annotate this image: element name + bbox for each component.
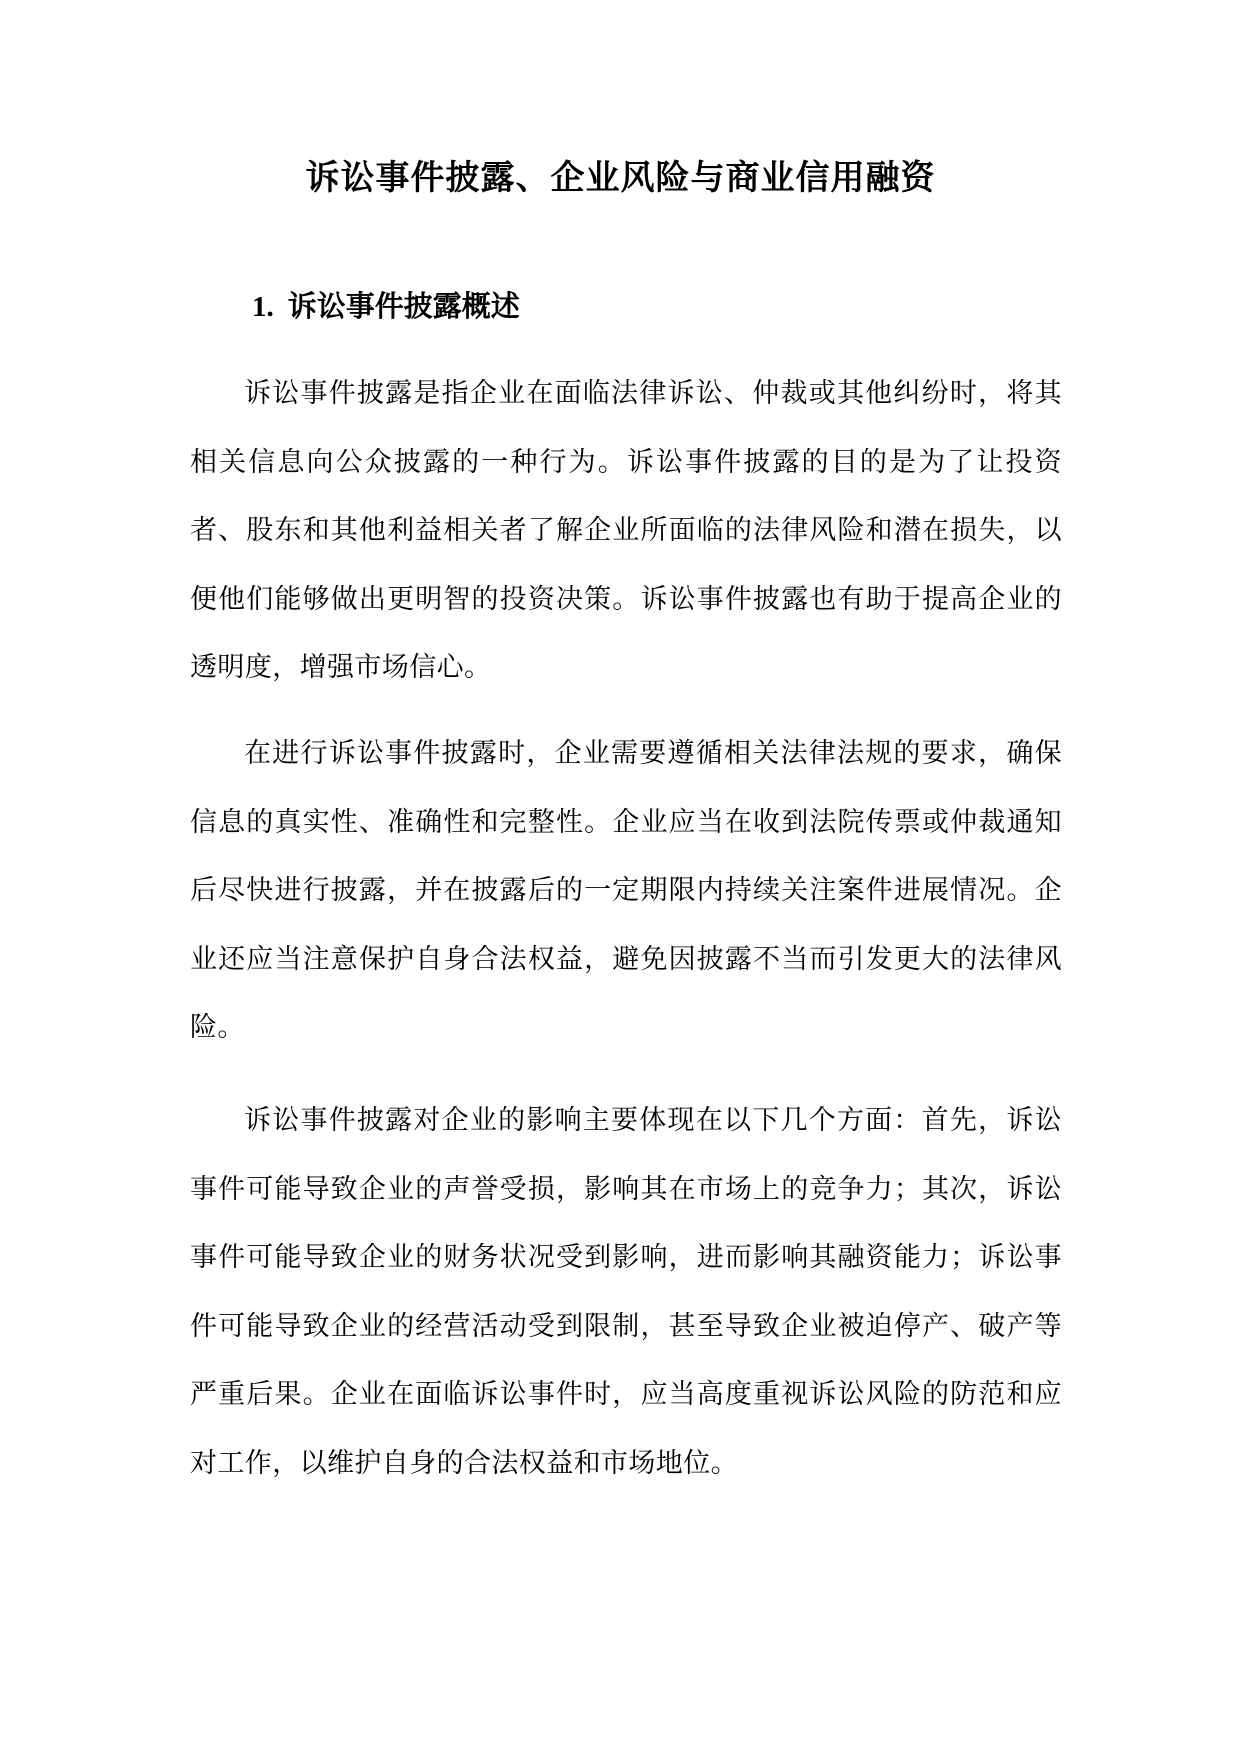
body-paragraph-1: 诉讼事件披露是指企业在面临法律诉讼、仲裁或其他纠纷时，将其相关信息向公众披露的一种行为。诉讼事件披露的目的是为了让投资者、股东和其他利益相关者了解企业所面临的法律风险和潜在损失，以便他们能够做出更明智的投资决策。诉讼事件披露也有助于提高企业的透明度，增强市场信心。 bbox=[190, 378, 1062, 683]
body-paragraph-3: 诉讼事件披露对企业的影响主要体现在以下几个方面：首先，诉讼事件可能导致企业的声誉受损，影响其在市场上的竞争力；其次，诉讼事件可能导致企业的财务状况受到影响，进而影响其融资能力；诉讼事件可能导致企业的经营活动受到限制，甚至导致企业被迫停产、破产等严重后果。企业在面临诉讼事件时，应当高度重视诉讼风险的防范和应对工作，以维护自身的合法权益和市场地位。 bbox=[190, 1105, 1062, 1479]
section-heading-text: 诉讼事件披露概述 bbox=[287, 289, 520, 323]
body-paragraph-2: 在进行诉讼事件披露时，企业需要遵循相关法律法规的要求，确保信息的真实性、准确性和完整性。企业应当在收到法院传票或仲裁通知后尽快进行披露，并在披露后的一定期限内持续关注案件进展情况。企业还应当注意保护自身合法权益，避免因披露不当而引发更大的法律风险。 bbox=[190, 738, 1062, 1043]
section-heading bbox=[252, 282, 520, 331]
document-title: 诉讼事件披露、企业风险与商业信用融资 bbox=[305, 158, 936, 198]
section-number: 1. bbox=[252, 291, 274, 323]
